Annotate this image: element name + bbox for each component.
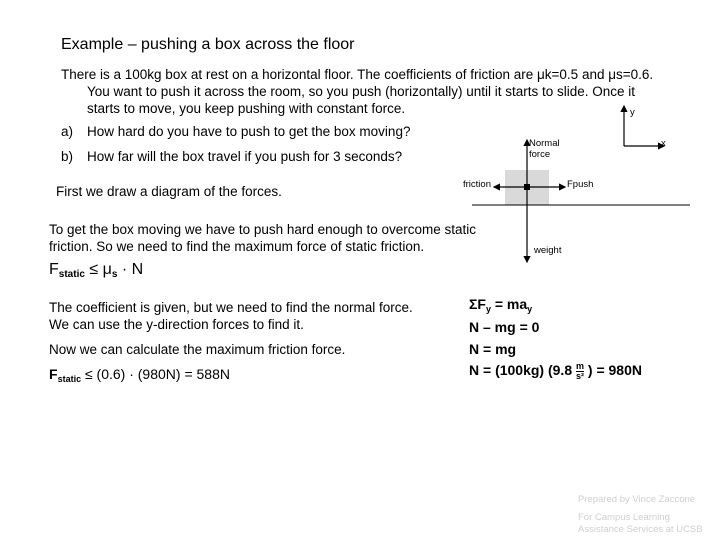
- static-ineq-mu: μ: [102, 261, 112, 278]
- push-label: Fpush: [567, 179, 594, 190]
- question-a-text: How hard do you have to push to get the box moving?: [87, 124, 411, 139]
- normal-force-label: [529, 138, 560, 160]
- eq4-mid: (9.8: [547, 362, 573, 379]
- static-ineq-lhs: F: [49, 261, 59, 278]
- normal-paragraph-line2: We can use the y-direction forces to find it.: [49, 317, 304, 332]
- normal-force-label-line2: force: [529, 149, 551, 160]
- eq4-rhs: ) = 980N: [587, 362, 642, 379]
- sum-eq-rhs: = ma: [494, 296, 528, 312]
- sum-eq-sub: y: [485, 304, 491, 314]
- normal-force-label-line1: Normal: [529, 138, 560, 149]
- credit-line2: For Campus Learning: [578, 512, 670, 523]
- eq4-lhs: N = (100kg): [469, 362, 545, 379]
- problem-line-3: starts to move, you keep pushing with constant force.: [87, 101, 406, 116]
- credit-line3: Assistance Services at UCSB: [578, 524, 703, 535]
- problem-line-2: You want to push it across the room, so you push (horizontally) until it starts to slide. Once it: [87, 84, 636, 99]
- normal-equation-1: N – mg = 0: [469, 319, 540, 335]
- sum-forces-equation: [469, 296, 532, 314]
- y-axis-label: y: [630, 107, 635, 118]
- fric-eq-lhs: F: [49, 366, 58, 382]
- static-ineq-lhs-sub: static: [58, 269, 85, 280]
- normal-equation-2: N = mg: [469, 341, 517, 357]
- problem-line-1: There is a 100kg box at rest on a horizontal floor. The coefficients of friction are μk=0.5 and μs=0.6.: [61, 67, 654, 82]
- eq4-unit: [576, 362, 584, 381]
- question-b-text: How far will the box travel if you push for 3 seconds?: [87, 149, 403, 164]
- static-paragraph-line1: To get the box moving we have to push hard enough to overcome static: [49, 222, 477, 237]
- normal-value-equation: [469, 362, 642, 381]
- x-axis-label: x: [661, 138, 666, 149]
- question-b-label: b): [61, 149, 74, 164]
- static-ineq-rhs: · N: [121, 261, 144, 278]
- static-paragraph-line2: friction. So we need to find the maximum force of static friction.: [49, 239, 425, 254]
- calc-paragraph: Now we can calculate the maximum friction force.: [49, 342, 346, 357]
- page-title: Example – pushing a box across the floor: [61, 36, 355, 53]
- static-inequality: [49, 261, 143, 280]
- static-ineq-op: ≤: [89, 261, 99, 278]
- fric-eq-rhs: ≤ (0.6) · (980N) = 588N: [84, 366, 230, 382]
- box-center-dot: [524, 184, 530, 190]
- static-ineq-mu-sub: s: [111, 269, 118, 280]
- eq4-unit-num: m: [576, 361, 585, 371]
- credit-line1: Prepared by Vince Zaccone: [578, 494, 696, 505]
- fric-eq-lhs-sub: static: [57, 374, 82, 384]
- static-paragraph: [49, 221, 476, 255]
- credit-text: [578, 494, 718, 536]
- sum-eq-sigma: ΣF: [469, 296, 486, 312]
- sum-eq-rhs-sub: y: [527, 304, 533, 314]
- question-a-label: a): [61, 124, 74, 139]
- eq4-unit-den: s²: [576, 371, 585, 381]
- friction-result-equation: [49, 366, 230, 384]
- weight-label: weight: [534, 245, 562, 256]
- friction-label: friction: [463, 179, 491, 190]
- normal-paragraph-line1: The coefficient is given, but we need to find the normal force.: [49, 300, 413, 315]
- normal-paragraph: [49, 299, 413, 333]
- diagram-intro: First we draw a diagram of the forces.: [56, 184, 282, 199]
